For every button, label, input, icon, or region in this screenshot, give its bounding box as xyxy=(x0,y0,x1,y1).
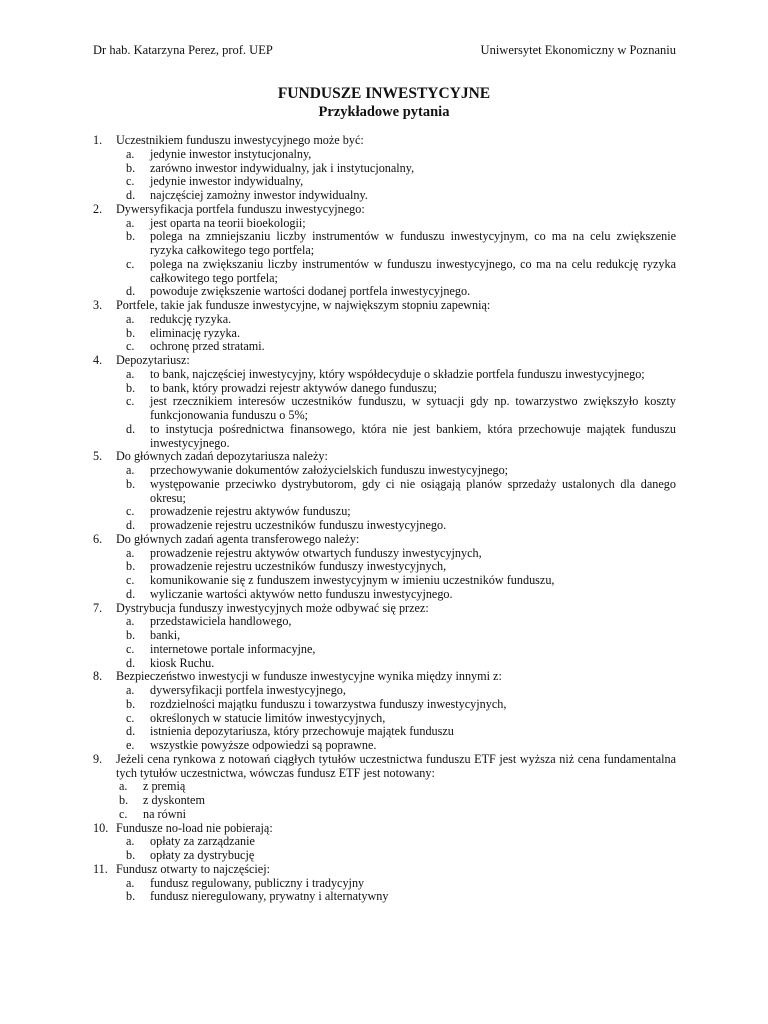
answer-option xyxy=(126,327,676,341)
author-name: Dr hab. Katarzyna Perez, prof. UEP xyxy=(93,43,273,57)
answer-option xyxy=(126,588,676,602)
page-header xyxy=(93,43,676,58)
answer-option xyxy=(126,877,676,891)
question-number: 3. xyxy=(93,298,103,312)
question-body xyxy=(116,203,676,299)
answer-text: to bank, który prowadzi rejestr aktywów danego funduszu; xyxy=(150,380,438,395)
question-body xyxy=(116,753,676,822)
answer-option xyxy=(126,629,676,643)
question-text: Fundusz otwarty to najczęściej: xyxy=(116,861,270,876)
answer-text: prowadzenie rejestru uczestników funduszy inwestycyjnych, xyxy=(150,559,447,574)
answer-option xyxy=(126,684,676,698)
answer-letter: b. xyxy=(126,229,136,244)
document-title: FUNDUSZE INWESTYCYJNE xyxy=(277,85,491,102)
answer-letter: b. xyxy=(126,628,136,642)
answer-text: z dyskontem xyxy=(143,793,205,807)
answer-text: istnienia depozytariusza, który przechowuje majątek funduszu xyxy=(150,724,454,739)
answer-letter: c. xyxy=(126,256,135,271)
question-body xyxy=(116,670,676,753)
question-text: Do głównych zadań agenta transferowego należy: xyxy=(116,531,360,546)
answer-text: redukcję ryzyka. xyxy=(150,311,232,326)
answer-letter: a. xyxy=(126,215,135,230)
answer-text: jest oparta na teorii bioekologii; xyxy=(150,215,306,230)
answer-list xyxy=(116,780,676,821)
answer-text: prowadzenie rejestru uczestników funduszu inwestycyjnego. xyxy=(150,518,447,532)
answer-text: to instytucja pośrednictwa finansowego, która nie jest bankiem, która przechowuje majątek funduszu inwestycyjnego. xyxy=(150,421,676,450)
answer-letter: c. xyxy=(126,504,135,519)
answer-text: wszystkie powyższe odpowiedzi są poprawne. xyxy=(150,738,377,752)
answer-letter: a. xyxy=(126,545,135,560)
answer-letter: c. xyxy=(126,174,135,189)
answer-letter: a. xyxy=(126,366,135,381)
answer-text: jedynie inwestor indywidualny, xyxy=(150,174,304,189)
question-body xyxy=(116,863,676,904)
question-body xyxy=(116,533,676,602)
answer-text: z premią xyxy=(143,779,186,794)
question-text: Portfele, takie jak fundusze inwestycyjne, w największym stopniu zapewnią: xyxy=(116,298,491,312)
answer-letter: c. xyxy=(126,641,135,656)
question-item xyxy=(93,863,676,904)
answer-text: wyliczanie wartości aktywów netto funduszu inwestycyjnego. xyxy=(150,586,453,601)
answer-letter: b. xyxy=(126,559,136,574)
answer-letter: a. xyxy=(126,614,135,629)
answer-text: zarówno inwestor indywidualny, jak i instytucjonalny, xyxy=(150,160,415,175)
answer-text: kiosk Ruchu. xyxy=(150,655,215,670)
answer-letter: b. xyxy=(126,889,136,904)
question-text: Dystrybucja funduszy inwestycyjnych może odbywać się przez: xyxy=(116,600,429,615)
question-list xyxy=(93,134,676,904)
answer-option xyxy=(126,712,676,726)
answer-option xyxy=(126,382,676,396)
answer-option xyxy=(126,464,676,478)
university-name: Uniwersytet Ekonomiczny w Poznaniu xyxy=(480,43,676,57)
document-subtitle: Przykładowe pytania xyxy=(318,104,450,120)
answer-text: to bank, najczęściej inwestycyjny, który współdecyduje o składzie portfela funduszu inwestycyjnego; xyxy=(150,366,645,381)
question-body xyxy=(116,450,676,533)
question-item xyxy=(93,134,676,203)
question-text: Fundusze no-load nie pobierają: xyxy=(116,820,273,835)
answer-list xyxy=(116,368,676,451)
answer-list xyxy=(116,313,676,354)
question-number: 10. xyxy=(93,820,109,835)
answer-option xyxy=(126,258,676,286)
answer-option xyxy=(126,574,676,588)
answer-letter: d. xyxy=(126,188,136,202)
answer-option xyxy=(126,368,676,382)
question-number: 6. xyxy=(93,531,103,546)
question-number: 5. xyxy=(93,449,103,464)
title-block xyxy=(0,85,768,121)
answer-option xyxy=(126,849,676,863)
answer-letter: a. xyxy=(119,779,128,794)
answer-option xyxy=(126,835,676,849)
answer-option xyxy=(126,162,676,176)
question-item xyxy=(93,299,676,354)
answer-letter: b. xyxy=(119,793,129,807)
answer-list xyxy=(116,148,676,203)
answer-list xyxy=(116,684,676,753)
answer-list xyxy=(116,217,676,300)
question-item xyxy=(93,450,676,533)
answer-letter: e. xyxy=(126,738,135,752)
answer-letter: d. xyxy=(126,655,136,670)
answer-text: eliminację ryzyka. xyxy=(150,325,241,340)
answer-letter: c. xyxy=(126,394,135,409)
answer-letter: c. xyxy=(126,339,135,354)
answer-option xyxy=(126,547,676,561)
answer-list xyxy=(116,464,676,533)
answer-option xyxy=(126,615,676,629)
answer-letter: d. xyxy=(126,586,136,601)
answer-text: występowanie przeciwko dystrybutorom, gdy ci nie osiągają planów sprzedaży ustalonych dla danego okresu; xyxy=(150,476,676,505)
answer-letter: c. xyxy=(126,710,135,725)
answer-option xyxy=(126,739,676,753)
question-item xyxy=(93,822,676,863)
answer-letter: d. xyxy=(126,284,136,299)
answer-text: prowadzenie rejestru aktywów funduszu; xyxy=(150,504,351,519)
answer-option xyxy=(126,423,676,451)
answer-letter: a. xyxy=(126,146,135,161)
answer-option xyxy=(126,313,676,327)
question-item xyxy=(93,354,676,450)
answer-text: polega na zwiększaniu liczby instrumentów w funduszu inwestycyjnego, co ma na celu redukcję ryzyka całkowitego tego portfela; xyxy=(150,256,676,285)
question-item xyxy=(93,533,676,602)
answer-letter: b. xyxy=(126,696,136,711)
answer-text: jedynie inwestor instytucjonalny, xyxy=(150,146,312,161)
answer-option xyxy=(126,395,676,423)
question-number: 1. xyxy=(93,133,103,147)
answer-text: rozdzielności majątku funduszu i towarzystwa funduszy inwestycyjnych, xyxy=(150,696,507,711)
answer-option xyxy=(126,340,676,354)
answer-list xyxy=(116,835,676,863)
answer-text: prowadzenie rejestru aktywów otwartych funduszy inwestycyjnych, xyxy=(150,545,482,560)
answer-text: dywersyfikacji portfela inwestycyjnego, xyxy=(150,683,346,697)
answer-letter: d. xyxy=(126,421,136,436)
question-body xyxy=(116,299,676,354)
question-number: 4. xyxy=(93,353,103,367)
question-text: Bezpieczeństwo inwestycji w fundusze inwestycyjne wynika między innymi z: xyxy=(116,669,502,684)
answer-letter: a. xyxy=(126,834,135,849)
answer-option xyxy=(126,643,676,657)
answer-letter: a. xyxy=(126,683,135,697)
answer-letter: a. xyxy=(126,311,135,326)
question-item xyxy=(93,203,676,299)
answer-letter: b. xyxy=(126,848,136,862)
answer-option xyxy=(126,657,676,671)
question-text: Do głównych zadań depozytariusza należy: xyxy=(116,449,328,464)
question-text: Uczestnikiem funduszu inwestycyjnego może być: xyxy=(116,133,364,147)
answer-option xyxy=(126,725,676,739)
question-number: 11. xyxy=(93,861,108,876)
question-text: Depozytariusz: xyxy=(116,353,190,367)
answer-letter: a. xyxy=(126,875,135,890)
answer-text: komunikowanie się z funduszem inwestycyjnym w imieniu uczestników funduszu, xyxy=(150,573,555,587)
answer-option xyxy=(126,478,676,506)
answer-option xyxy=(126,148,676,162)
answer-letter: b. xyxy=(126,476,136,491)
question-number: 7. xyxy=(93,600,103,615)
answer-letter: a. xyxy=(126,463,135,477)
answer-text: przechowywanie dokumentów założycielskich funduszu inwestycyjnego; xyxy=(150,463,509,477)
answer-option xyxy=(126,505,676,519)
answer-letter: c. xyxy=(119,806,128,821)
answer-text: powoduje zwiększenie wartości dodanej portfela inwestycyjnego. xyxy=(150,284,471,299)
answer-text: przedstawiciela handlowego, xyxy=(150,614,292,629)
answer-text: banki, xyxy=(150,628,181,642)
question-item xyxy=(93,602,676,671)
question-text: Dywersyfikacja portfela funduszu inwestycyjnego: xyxy=(116,201,365,216)
answer-letter: d. xyxy=(126,724,136,739)
answer-text: najczęściej zamożny inwestor indywidualny. xyxy=(150,188,368,202)
answer-text: fundusz nieregulowany, prywatny i alternatywny xyxy=(150,889,389,904)
answer-text: opłaty za dystrybucję xyxy=(150,848,255,862)
question-body xyxy=(116,134,676,203)
answer-list xyxy=(116,615,676,670)
answer-option xyxy=(126,217,676,231)
question-item xyxy=(93,753,676,822)
answer-text: na równi xyxy=(143,806,186,821)
answer-option xyxy=(119,780,676,794)
answer-text: internetowe portale informacyjne, xyxy=(150,641,316,656)
question-body xyxy=(116,354,676,450)
question-item xyxy=(93,670,676,753)
question-number: 2. xyxy=(93,201,103,216)
answer-option xyxy=(119,808,676,822)
answer-text: jest rzecznikiem interesów uczestników funduszu, w sytuacji gdy np. towarzystwo zwiększyło koszty funkcjonowania funduszu o 5%; xyxy=(150,394,676,422)
answer-letter: d. xyxy=(126,518,136,532)
answer-text: ochronę przed stratami. xyxy=(150,339,265,354)
question-number: 8. xyxy=(93,669,103,684)
answer-letter: b. xyxy=(126,380,136,395)
answer-text: fundusz regulowany, publiczny i tradycyjny xyxy=(150,875,365,890)
question-body xyxy=(116,602,676,671)
answer-text: opłaty za zarządzanie xyxy=(150,834,255,849)
answer-option xyxy=(126,698,676,712)
answer-option xyxy=(126,189,676,203)
answer-text: określonych w statucie limitów inwestycyjnych, xyxy=(150,710,386,725)
answer-text: polega na zmniejszaniu liczby instrumentów w funduszu inwestycyjnym, co ma na celu zwiększenie ryzyka całkowitego tego portfela; xyxy=(150,229,676,257)
answer-letter: c. xyxy=(126,573,135,587)
answer-option xyxy=(119,794,676,808)
question-text: Jeżeli cena rynkowa z notowań ciągłych tytułów uczestnictwa funduszu ETF jest wyższa niż cena fundamentalna tych tytułów uczestnictwa, wówczas fundusz ETF jest notowany: xyxy=(116,751,676,780)
answer-option xyxy=(126,175,676,189)
question-body xyxy=(116,822,676,863)
answer-option xyxy=(126,285,676,299)
answer-option xyxy=(126,230,676,258)
answer-letter: b. xyxy=(126,160,136,175)
answer-list xyxy=(116,877,676,905)
answer-letter: b. xyxy=(126,325,136,340)
answer-option xyxy=(126,560,676,574)
answer-option xyxy=(126,890,676,904)
answer-option xyxy=(126,519,676,533)
question-number: 9. xyxy=(93,751,103,766)
answer-list xyxy=(116,547,676,602)
